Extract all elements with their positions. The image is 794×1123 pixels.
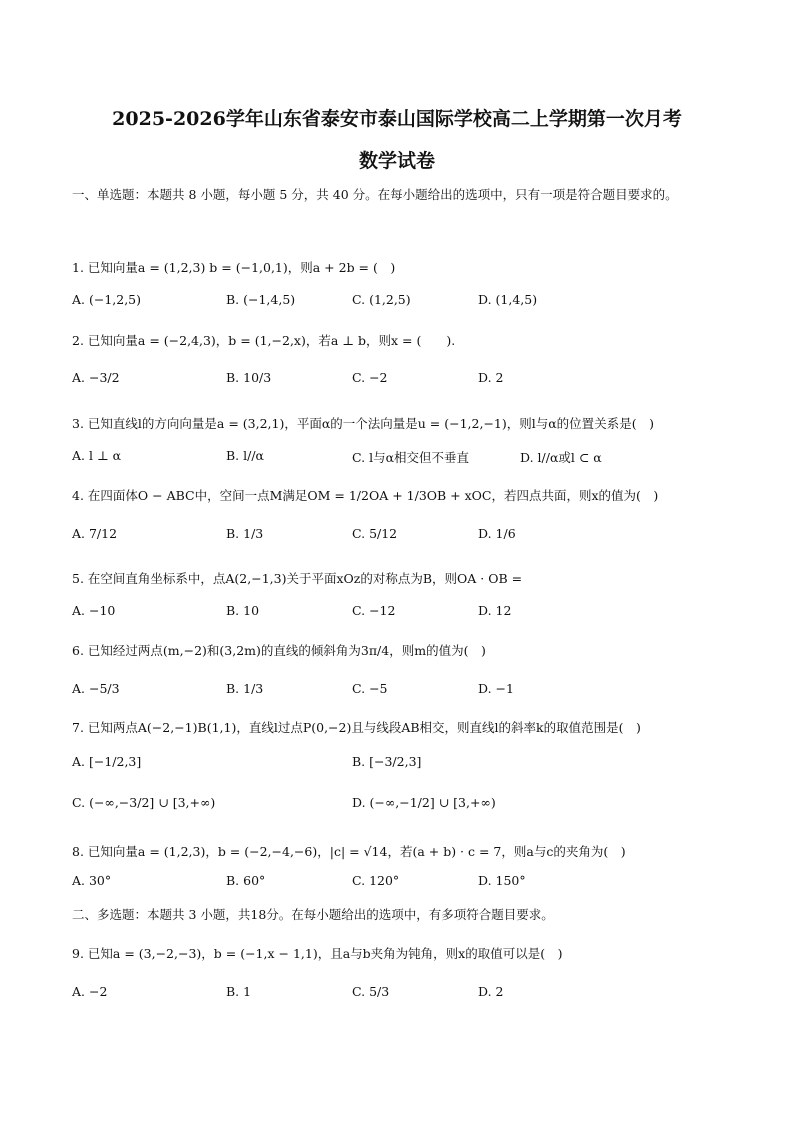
question-8-stem: 8. 已知向量a = (1,2,3)，b = (−2,−4,−6)，|c| = √14，若(a + b) · c = 7，则a与c的夹角为( ) [72,844,626,859]
question-9-stem: 9. 已知a = (3,−2,−3)，b = (−1,x − 1,1)，且a与b夹角为钝角，则x的取值可以是( ) [72,946,563,961]
question-3-option-d: D. l//α或l ⊂ α [520,450,602,465]
question-1-option-c: C. (1,2,5) [352,292,411,307]
section2-header: 二、多选题：本题共 3 小题，共18分。在每小题给出的选项中，有多项符合题目要求。 [72,907,554,922]
question-6-option-c: C. −5 [352,681,388,696]
section1-header: 一、单选题：本题共 8 小题，每小题 5 分，共 40 分。在每小题给出的选项中，只有一项是符合题目要求的。 [72,187,678,202]
question-7-option-a: A. [−1/2,3] [72,754,142,769]
question-2-stem: 2. 已知向量a = (−2,4,3)，b = (1,−2,x)，若a ⊥ b，则x = ( ). [72,333,456,348]
question-8-option-b: B. 60° [226,873,266,888]
question-8-option-c: C. 120° [352,873,400,888]
question-1-option-b: B. (−1,4,5) [226,292,296,307]
question-5-option-b: B. 10 [226,603,260,618]
question-3-stem: 3. 已知直线l的方向向量是a = (3,2,1)，平面α的一个法向量是u = (−1,2,−1)，则l与α的位置关系是( ) [72,416,654,431]
question-5-option-d: D. 12 [478,603,512,618]
question-4-option-c: C. 5/12 [352,526,398,541]
question-9-option-c: C. 5/3 [352,984,390,999]
question-7-option-d: D. (−∞,−1/2] ∪ [3,+∞) [352,795,496,810]
question-5-option-c: C. −12 [352,603,396,618]
question-2-option-c: C. −2 [352,370,388,385]
question-6-option-d: D. −1 [478,681,514,696]
question-6-option-b: B. 1/3 [226,681,264,696]
page-title-line1: 2025-2026学年山东省泰安市泰山国际学校高二上学期第一次月考 [112,108,682,130]
question-6-option-a: A. −5/3 [72,681,120,696]
question-3-option-c: C. l与α相交但不垂直 [352,450,470,465]
question-5-option-a: A. −10 [72,603,116,618]
question-3-option-b: B. l//α [226,448,264,463]
question-5-stem: 5. 在空间直角坐标系中，点A(2,−1,3)关于平面xOz的对称点为B，则OA · OB = [72,571,523,586]
question-8-option-d: D. 150° [478,873,526,888]
question-8-option-a: A. 30° [72,873,112,888]
question-4-option-a: A. 7/12 [72,526,118,541]
question-6-stem: 6. 已知经过两点(m,−2)和(3,2m)的直线的倾斜角为3π/4，则m的值为( ) [72,643,486,658]
question-3-option-a: A. l ⊥ α [72,448,122,463]
question-4-option-b: B. 1/3 [226,526,264,541]
question-7-stem: 7. 已知两点A(−2,−1)B(1,1)，直线l过点P(0,−2)且与线段AB相交，则直线l的斜率k的取值范围是( ) [72,720,641,735]
question-1-option-d: D. (1,4,5) [478,292,538,307]
question-7-option-b: B. [−3/2,3] [352,754,422,769]
question-4-option-d: D. 1/6 [478,526,516,541]
question-1-option-a: A. (−1,2,5) [72,292,142,307]
question-2-option-b: B. 10/3 [226,370,272,385]
question-9-option-b: B. 1 [226,984,252,999]
question-1-stem: 1. 已知向量a = (1,2,3) b = (−1,0,1)，则a + 2b = ( ) [72,260,396,275]
question-2-option-a: A. −3/2 [72,370,120,385]
question-9-option-a: A. −2 [72,984,108,999]
question-2-option-d: D. 2 [478,370,504,385]
question-7-option-c: C. (−∞,−3/2] ∪ [3,+∞) [72,795,216,810]
question-9-option-d: D. 2 [478,984,504,999]
question-4-stem: 4. 在四面体O − ABC中，空间一点M满足OM = 1/2OA + 1/3OB + xOC，若四点共面，则x的值为( ) [72,488,659,503]
page-title-line2: 数学试卷 [358,150,435,172]
